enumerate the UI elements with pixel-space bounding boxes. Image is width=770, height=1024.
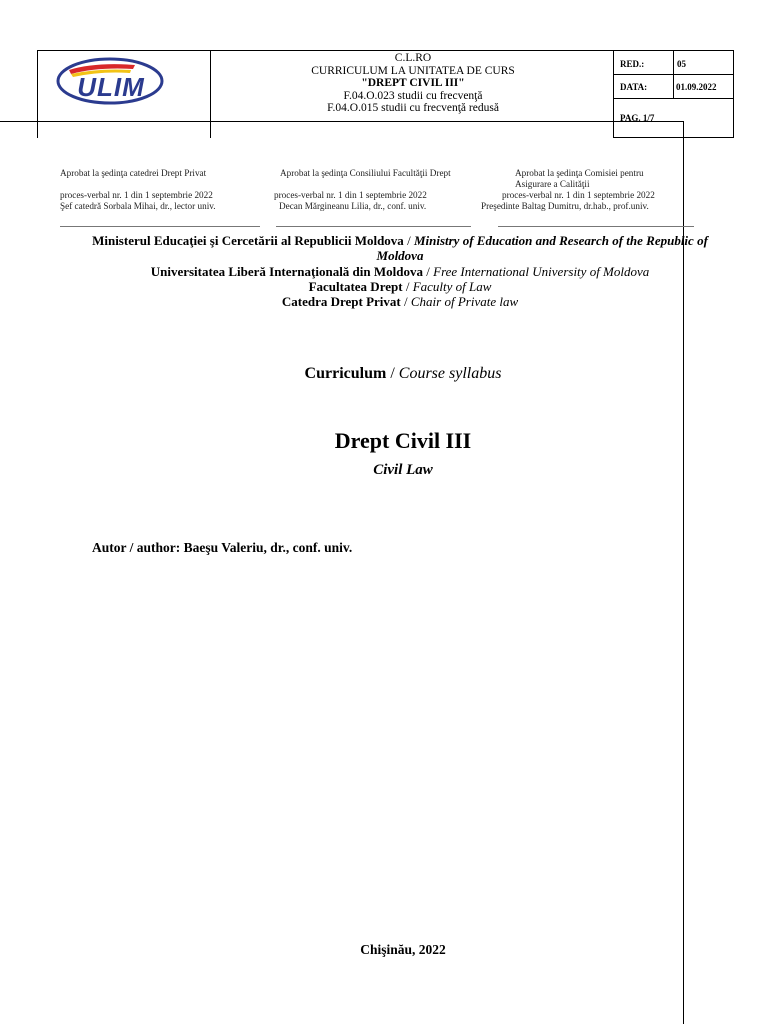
signature-line-council bbox=[276, 226, 471, 227]
footer-place-year: Chişinău, 2022 bbox=[360, 942, 446, 957]
course-code-parttime: F.04.O.015 studii cu frecvenţă redusă bbox=[327, 102, 499, 114]
approval-quality bbox=[481, 168, 655, 212]
document-kind bbox=[0, 365, 770, 383]
author-line: Autor / author: Baeşu Valeriu, dr., conf. univ. bbox=[92, 540, 353, 555]
header-cross-line bbox=[0, 121, 683, 122]
approval-quality-minutes: proces-verbal nr. 1 din 1 septembrie 2022 bbox=[502, 190, 655, 200]
org-code: C.L.RO bbox=[394, 52, 432, 64]
faculty-separator: / bbox=[402, 279, 413, 294]
approval-chair-minutes: proces-verbal nr. 1 din 1 septembrie 2022 bbox=[60, 190, 213, 200]
red-value: 05 bbox=[677, 59, 686, 69]
chair-ro: Catedra Drept Privat bbox=[281, 294, 401, 309]
faculty-line bbox=[90, 280, 710, 295]
approval-council-title: Aprobat la şedinţa Consiliului Facultăţii Drept bbox=[280, 168, 451, 178]
signature-line-quality bbox=[498, 226, 694, 227]
table-border-bottom-meta bbox=[613, 137, 734, 138]
date-label: DATA: bbox=[620, 82, 648, 92]
course-name-header: "DREPT CIVIL III" bbox=[361, 77, 465, 89]
date-value: 01.09.2022 bbox=[676, 82, 717, 92]
document-kind-separator: / bbox=[386, 365, 399, 382]
chair-en: Chair of Private law bbox=[410, 294, 519, 309]
table-border-top bbox=[37, 50, 734, 51]
course-title-en: Civil Law bbox=[373, 462, 433, 478]
university-en: Free International University of Moldova bbox=[433, 264, 650, 279]
approval-council-signatory: Decan Mărgineanu Lilia, dr., conf. univ. bbox=[279, 201, 427, 211]
university-line bbox=[90, 265, 710, 280]
table-divider-logo bbox=[210, 50, 211, 138]
header-title-block bbox=[212, 52, 614, 115]
document-kind-ro: Curriculum bbox=[304, 365, 387, 382]
table-border-right bbox=[733, 50, 734, 138]
faculty-en: Faculty of Law bbox=[412, 279, 492, 294]
page-number: PAG. 1/7 bbox=[620, 113, 655, 123]
university-ro: Universitatea Liberă Internaţională din Moldova bbox=[150, 264, 423, 279]
approval-chair-signatory: Şef catedră Sorbala Mihai, dr., lector univ. bbox=[60, 201, 216, 211]
approval-chair-blank bbox=[60, 179, 216, 190]
table-row-divider-2 bbox=[613, 98, 734, 99]
approval-council-blank bbox=[274, 179, 451, 190]
chair-separator: / bbox=[400, 294, 411, 309]
ministry-line bbox=[90, 234, 710, 263]
ulim-logo bbox=[55, 56, 165, 106]
table-border-left bbox=[37, 50, 38, 138]
logo-text: ULIM bbox=[77, 72, 145, 102]
table-row-divider-1 bbox=[613, 74, 734, 75]
faculty-ro: Facultatea Drept bbox=[308, 279, 403, 294]
approval-council bbox=[274, 168, 451, 212]
approval-chair-title: Aprobat la şedinţa catedrei Drept Privat bbox=[60, 168, 207, 178]
document-kind-en: Course syllabus bbox=[398, 365, 502, 382]
approval-council-minutes: proces-verbal nr. 1 din 1 septembrie 2022 bbox=[274, 190, 427, 200]
red-label: RED.: bbox=[620, 59, 645, 69]
approval-quality-title-cont: Asigurare a Calităţii bbox=[515, 179, 590, 189]
approval-chair bbox=[60, 168, 216, 212]
chair-line bbox=[90, 295, 710, 310]
ministry-en: Ministry of Education and Research of the Republic of Moldova bbox=[376, 233, 708, 263]
approval-quality-title: Aprobat la şedinţa Comisiei pentru bbox=[515, 168, 644, 178]
approval-quality-signatory: Preşedinte Baltag Dumitru, dr.hab., prof.univ. bbox=[481, 201, 649, 211]
doc-type: CURRICULUM LA UNITATEA DE CURS bbox=[311, 64, 515, 77]
course-code-fulltime: F.04.O.023 studii cu frecvenţă bbox=[343, 89, 483, 102]
course-title: Drept Civil III bbox=[334, 428, 472, 453]
ministry-ro: Ministerul Educaţiei şi Cercetării al Republicii Moldova bbox=[92, 233, 404, 248]
university-separator: / bbox=[423, 264, 434, 279]
signature-line-chair bbox=[60, 226, 260, 227]
ministry-separator: / bbox=[403, 233, 414, 248]
